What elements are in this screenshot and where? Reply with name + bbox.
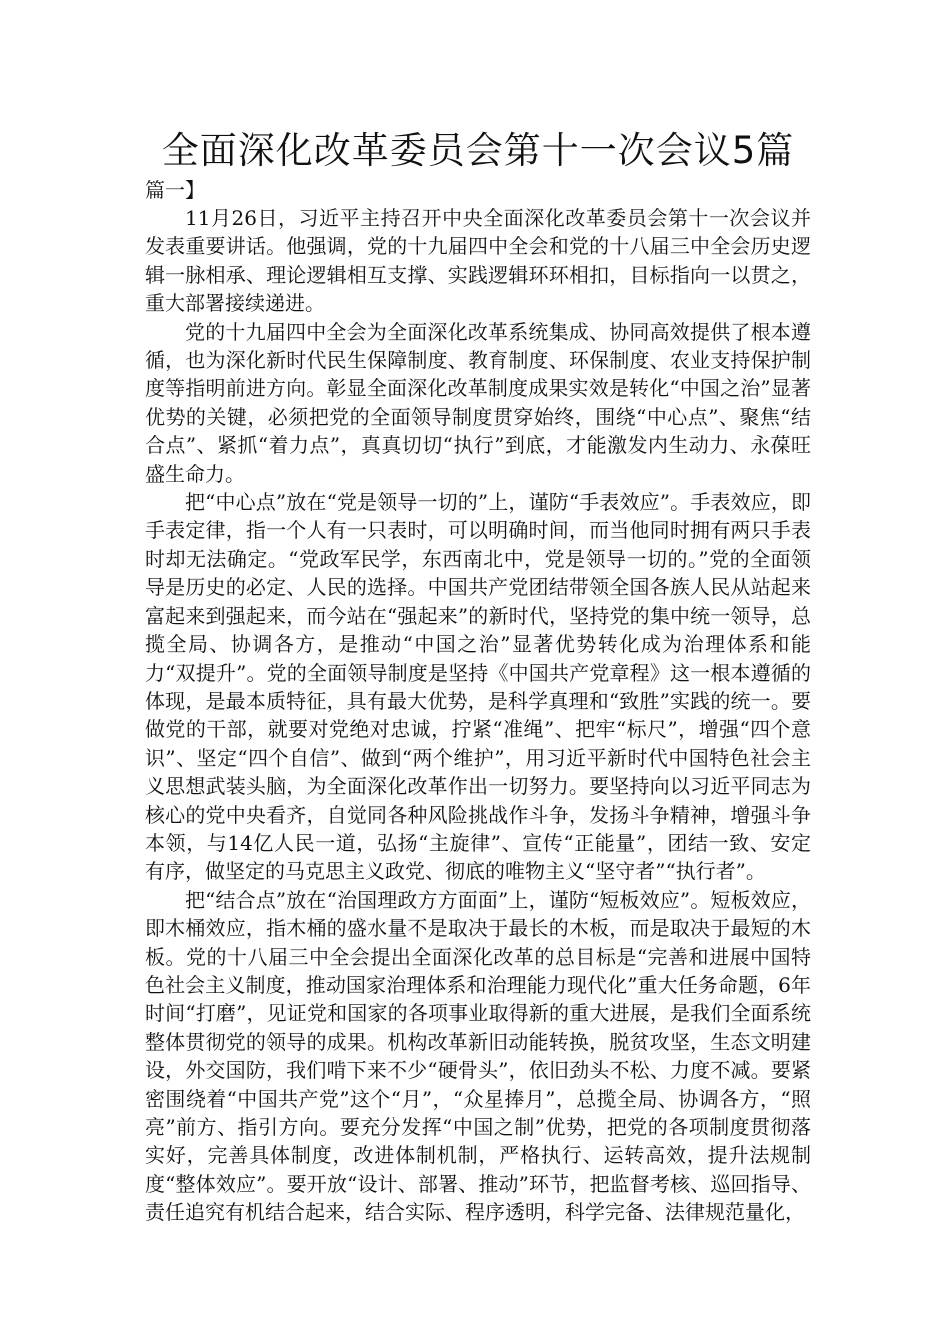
document-title: 全面深化改革委员会第十一次会议5篇 bbox=[161, 129, 795, 172]
paragraph-2: 党的十九届四中全会为全面深化改革系统集成、协同高效提供了根本遵循，也为深化新时代民生保障制度、教育制度、环保制度、农业支持保护制度等指明前进方向。彰显全面深化改革制度成果实效是转化“中国之治”显著优势的关键，必须把党的全面领导制度贯穿始终，围绕“中心点”、聚焦“结合点”、紧抓“着力点”，真真切切“执行”到底，才能激发内生动力、永葆旺盛生命力。 bbox=[145, 319, 811, 486]
document-page bbox=[145, 126, 811, 1227]
paragraph-1: 11月26日，习近平主持召开中央全面深化改革委员会第十一次会议并发表重要讲话。他强调，党的十九届四中全会和党的十八届三中全会历史逻辑一脉相承、理论逻辑相互支撑、实践逻辑环环相扣，目标指向一以贯之，重大部署接续递进。 bbox=[145, 206, 811, 316]
paragraph-3: 把“中心点”放在“党是领导一切的”上，谨防“手表效应”。手表效应，即手表定律，指一个人有一只表时，可以明确时间，而当他同时拥有两只手表时却无法确定。“党政军民学，东西南北中，党是领导一切的。”党的全面领导是历史的必定、人民的选择。中国共产党团结带领全国各族人民从站起来富起来到强起来，而今站在“强起来”的新时代，坚持党的集中统一领导，总揽全局、协调各方，是推动“中国之治”显著优势转化成为治理体系和能力“双提升”。党的全面领导制度是坚持《中国共产党章程》这一根本遵循的体现，是最本质特征，具有最大优势，是科学真理和“致胜”实践的统一。要做党的干部，就要对党绝对忠诚，拧紧“准绳”、把牢“标尺”，增强“四个意识”、坚定“四个自信”、做到“两个维护”，用习近平新时代中国特色社会主义思想武装头脑，为全面深化改革作出一切努力。要坚持向以习近平同志为核心的党中央看齐，自觉同各种风险挑战作斗争，发扬斗争精神，增强斗争本领，与14亿人民一道，弘扬“主旋律”、宣传“正能量”，团结一致、安定有序，做坚定的马克思主义政党、彻底的唯物主义“坚守者”“执行者”。 bbox=[145, 490, 811, 884]
section-label: 篇一】 bbox=[145, 178, 205, 202]
paragraph-4: 把“结合点”放在“治国理政方方面面”上，谨防“短板效应”。短板效应，即木桶效应，指木桶的盛水量不是取决于最长的木板，而是取决于最短的木板。党的十八届三中全会提出全面深化改革的总目标是“完善和进展中国特色社会主义制度，推动国家治理体系和治理能力现代化”重大任务命题，6年时间“打磨”，见证党和国家的各项事业取得新的重大进展，是我们全面系统整体贯彻党的领导的成果。机构改革新旧动能转换，脱贫攻坚，生态文明建设，外交国防，我们啃下来不少“硬骨头”，依旧劲头不松、力度不减。要紧密围绕着“中国共产党”这个“月”，“众星捧月”，总揽全局、协调各方，“照亮”前方、指引方向。要充分发挥“中国之制”优势，把党的各项制度贯彻落实好，完善具体制度，改进体制机制，严格执行、运转高效，提升法规制度“整体效应”。要开放“设计、部署、推动”环节，把监督考核、巡回指导、责任追究有机结合起来，结合实际、程序透明，科学完备、法律规范量化， bbox=[145, 887, 811, 1225]
